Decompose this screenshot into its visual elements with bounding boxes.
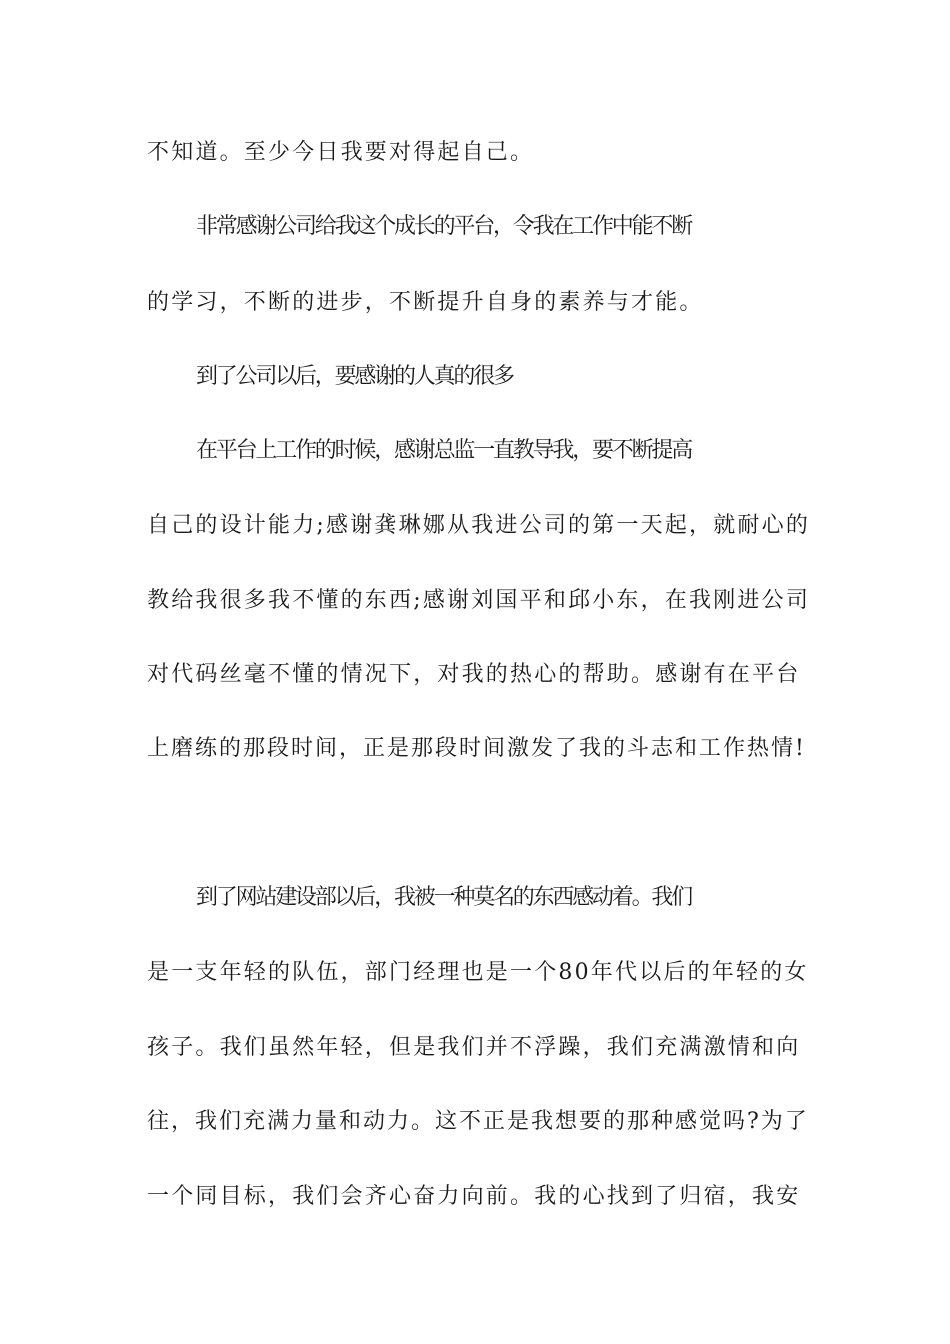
paragraph-line: 孩子。我们虽然年轻，但是我们并不浮躁，我们充满激情和向 (147, 1035, 801, 1060)
paragraph-line: 自己的设计能力;感谢龚琳娜从我进公司的第一天起，就耐心的 (147, 513, 811, 538)
paragraph-line: 不知道。至少今日我要对得起自己。 (147, 140, 535, 165)
paragraph-line: 对代码丝毫不懂的情况下，对我的热心的帮助。感谢有在平台 (147, 662, 801, 687)
paragraph-line: 一个同目标，我们会齐心奋力向前。我的心找到了归宿，我安 (147, 1184, 801, 1209)
paragraph-line: 的学习，不断的进步，不断提升自身的素养与才能。 (147, 290, 704, 315)
paragraph-line: 往，我们充满力量和动力。这不正是我想要的那种感觉吗?为了 (147, 1109, 809, 1134)
paragraph-line: 到了网站建设部以后，我被一种莫名的东西感动着。我们 (196, 885, 692, 910)
paragraph-line: 非常感谢公司给我这个成长的平台，令我在工作中能不断 (196, 214, 692, 239)
paragraph-line: 在平台上工作的时候，感谢总监一直教导我，要不断提高 (196, 438, 692, 463)
paragraph-line: 是一支年轻的队伍，部门经理也是一个80年代以后的年轻的女 (147, 960, 809, 985)
paragraph-line: 上磨练的那段时间，正是那段时间激发了我的斗志和工作热情! (147, 736, 806, 761)
paragraph-line: 到了公司以后，要感谢的人真的很多 (196, 364, 513, 389)
paragraph-line: 教给我很多我不懂的东西;感谢刘国平和邱小东，在我刚进公司 (147, 588, 811, 613)
